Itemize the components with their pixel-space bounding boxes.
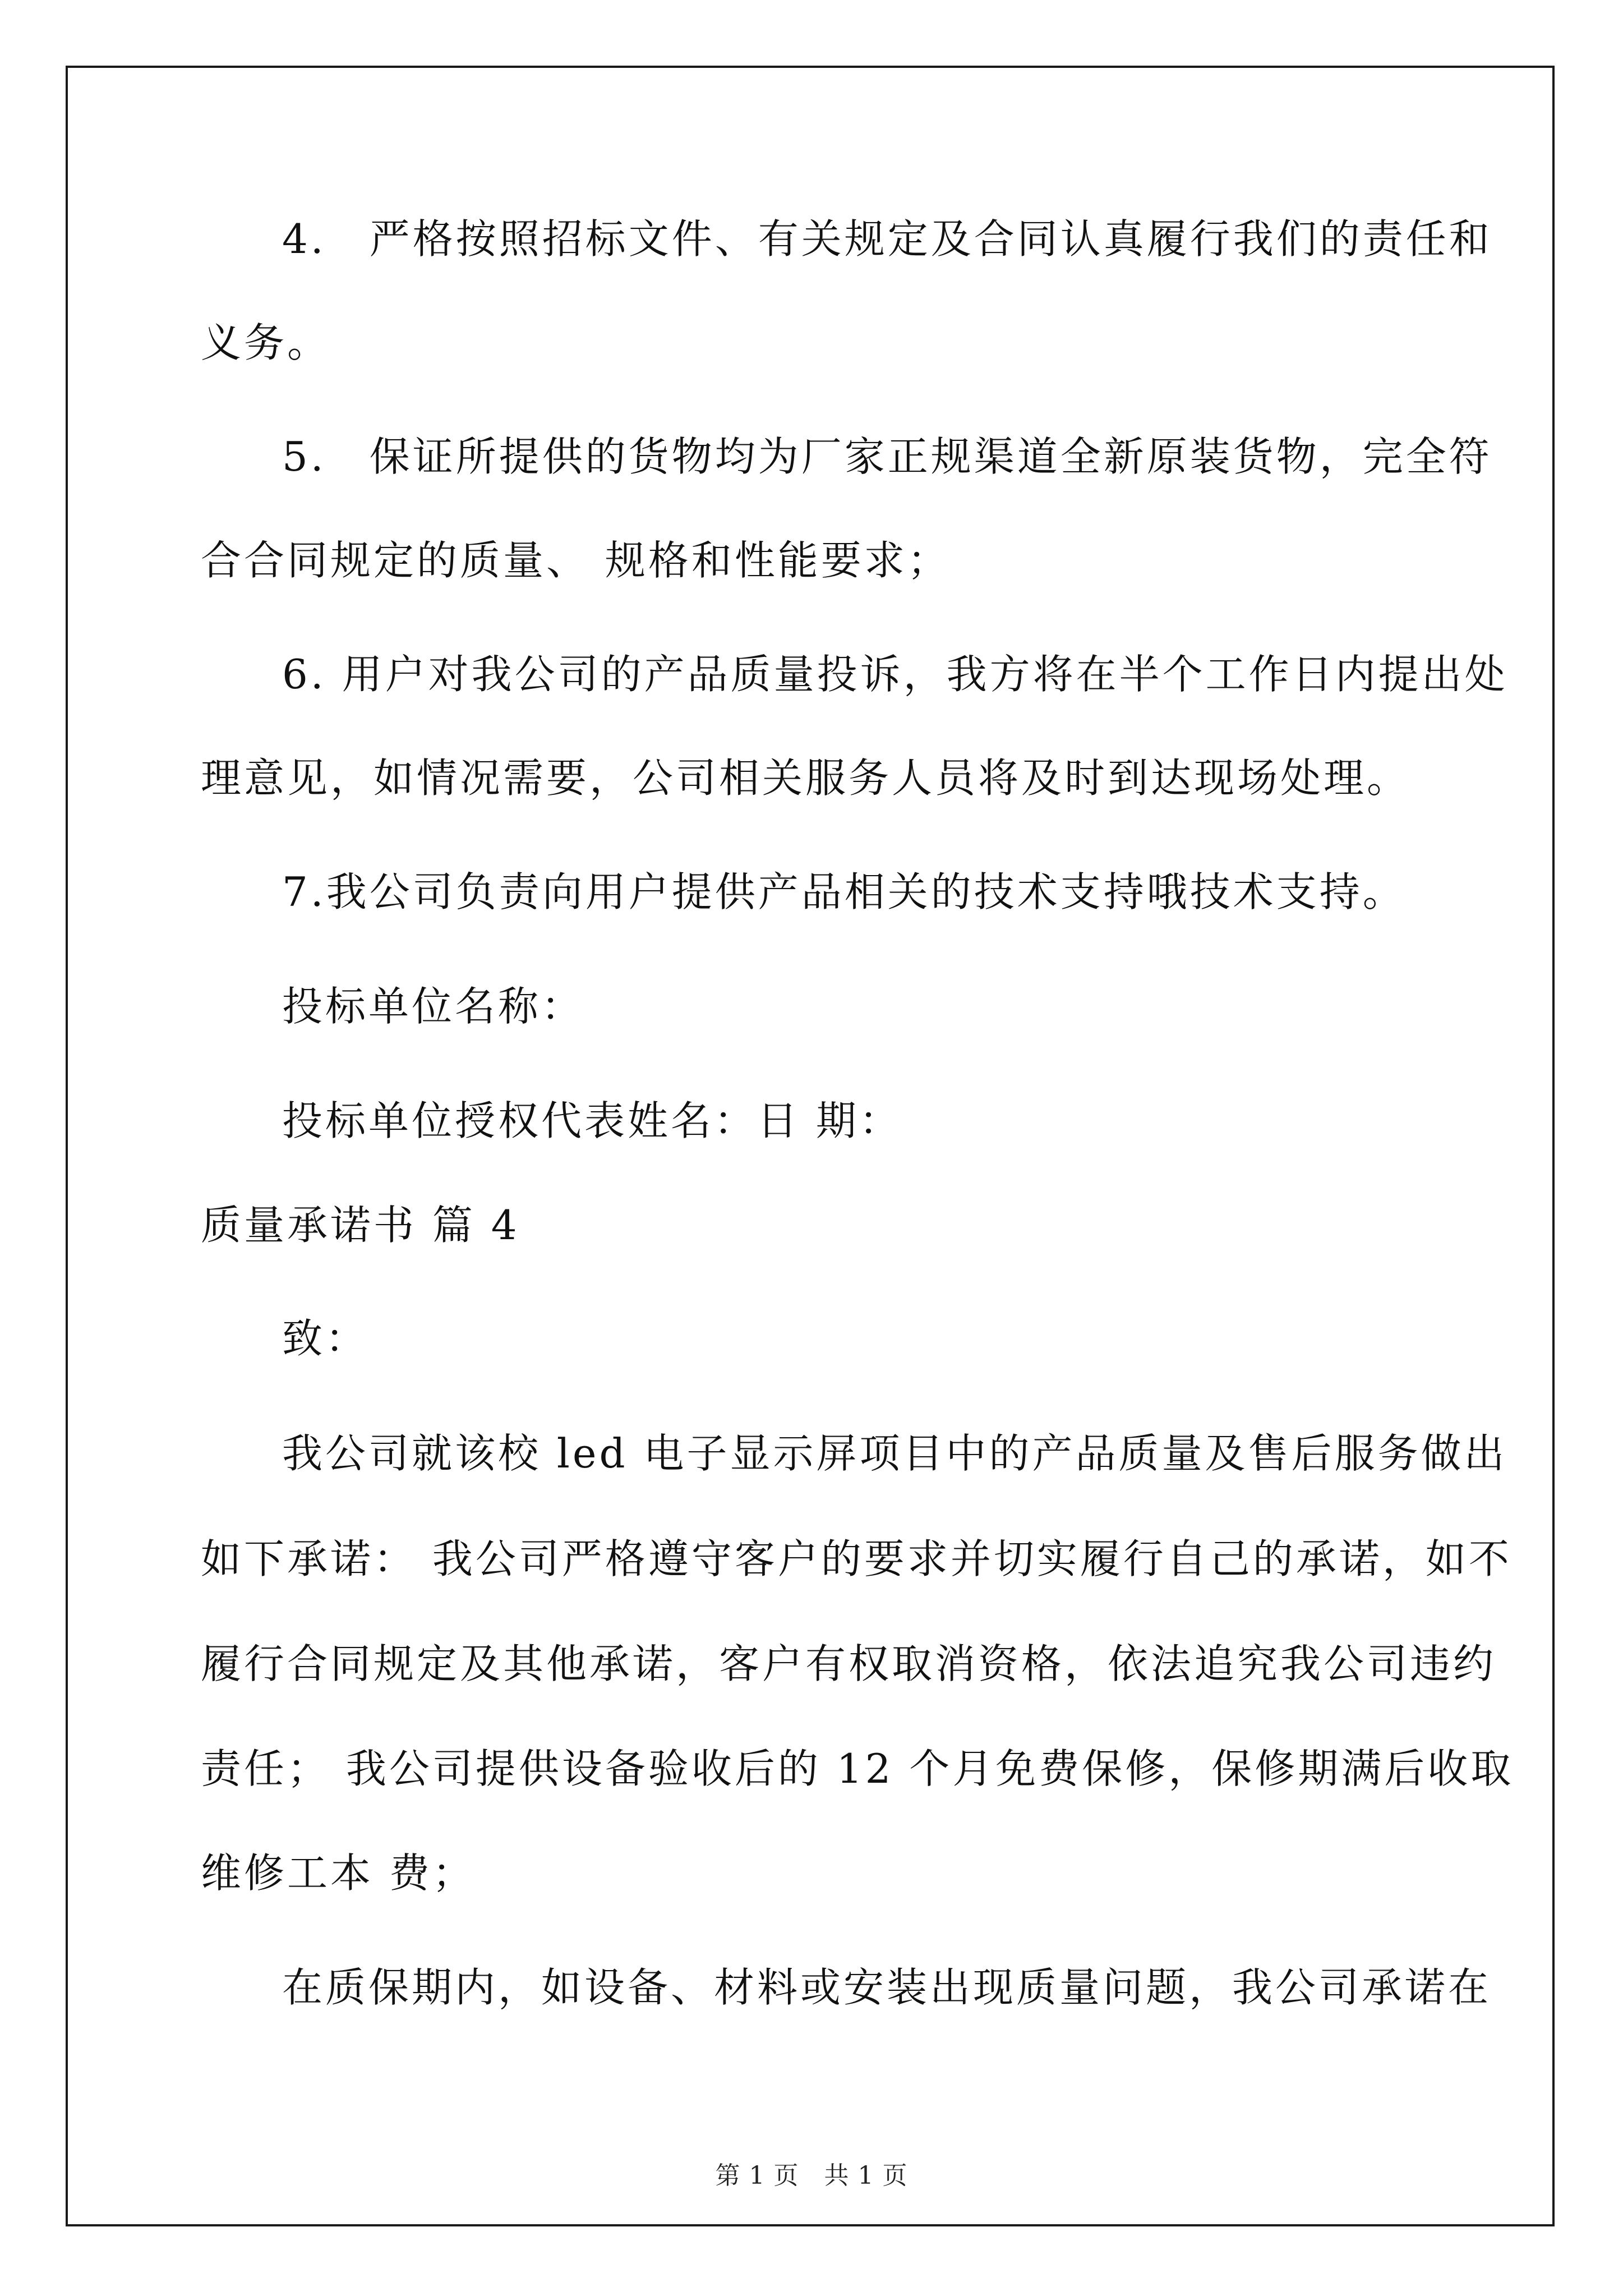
paragraph-item-7: 7.我公司负责向用户提供产品相关的技术支持哦技术支持。	[282, 868, 1406, 915]
paragraph-item-6-line-2: 理意见，如情况需要，公司相关服务人员将及时到达现场处理。	[201, 754, 1410, 802]
warranty-paragraph-line-1: 在质保期内，如设备、材料或安装出现质量问题，我公司承诺在	[282, 1964, 1492, 2011]
section-heading: 质量承诺书 篇 4	[201, 1202, 520, 1249]
commitment-paragraph-line-2: 如下承诺： 我公司严格遵守客户的要求并切实履行自己的承诺，如不	[201, 1535, 1512, 1582]
commitment-paragraph-line-4: 责任； 我公司提供设备验收后的 12 个月免费保修，保修期满后收取	[201, 1745, 1514, 1792]
paragraph-item-4-line-2: 义务。	[201, 319, 331, 366]
paragraph-item-4-line-1: 4. 严格按照招标文件、有关规定及合同认真履行我们的责任和	[282, 215, 1492, 263]
paragraph-item-5-line-2: 合合同规定的质量、 规格和性能要求；	[201, 537, 951, 584]
page-number-footer: 第 1 页 共 1 页	[715, 2161, 908, 2190]
page-border	[66, 66, 1555, 2226]
paragraph-item-6-line-1: 6. 用户对我公司的产品质量投诉，我方将在半个工作日内提出处	[282, 651, 1508, 698]
representative-date-label: 投标单位授权代表姓名：日 期：	[282, 1097, 902, 1144]
salutation: 致：	[282, 1315, 369, 1362]
bidder-name-label: 投标单位名称：	[282, 983, 585, 1030]
paragraph-item-5-line-1: 5. 保证所提供的货物均为厂家正规渠道全新原装货物，完全符	[282, 433, 1492, 480]
commitment-paragraph-line-1: 我公司就该校 led 电子显示屏项目中的产品质量及售后服务做出	[282, 1430, 1507, 1477]
commitment-paragraph-line-3: 履行合同规定及其他承诺，客户有权取消资格，依法追究我公司违约	[201, 1640, 1497, 1687]
commitment-paragraph-line-5: 维修工本 费；	[201, 1849, 476, 1897]
